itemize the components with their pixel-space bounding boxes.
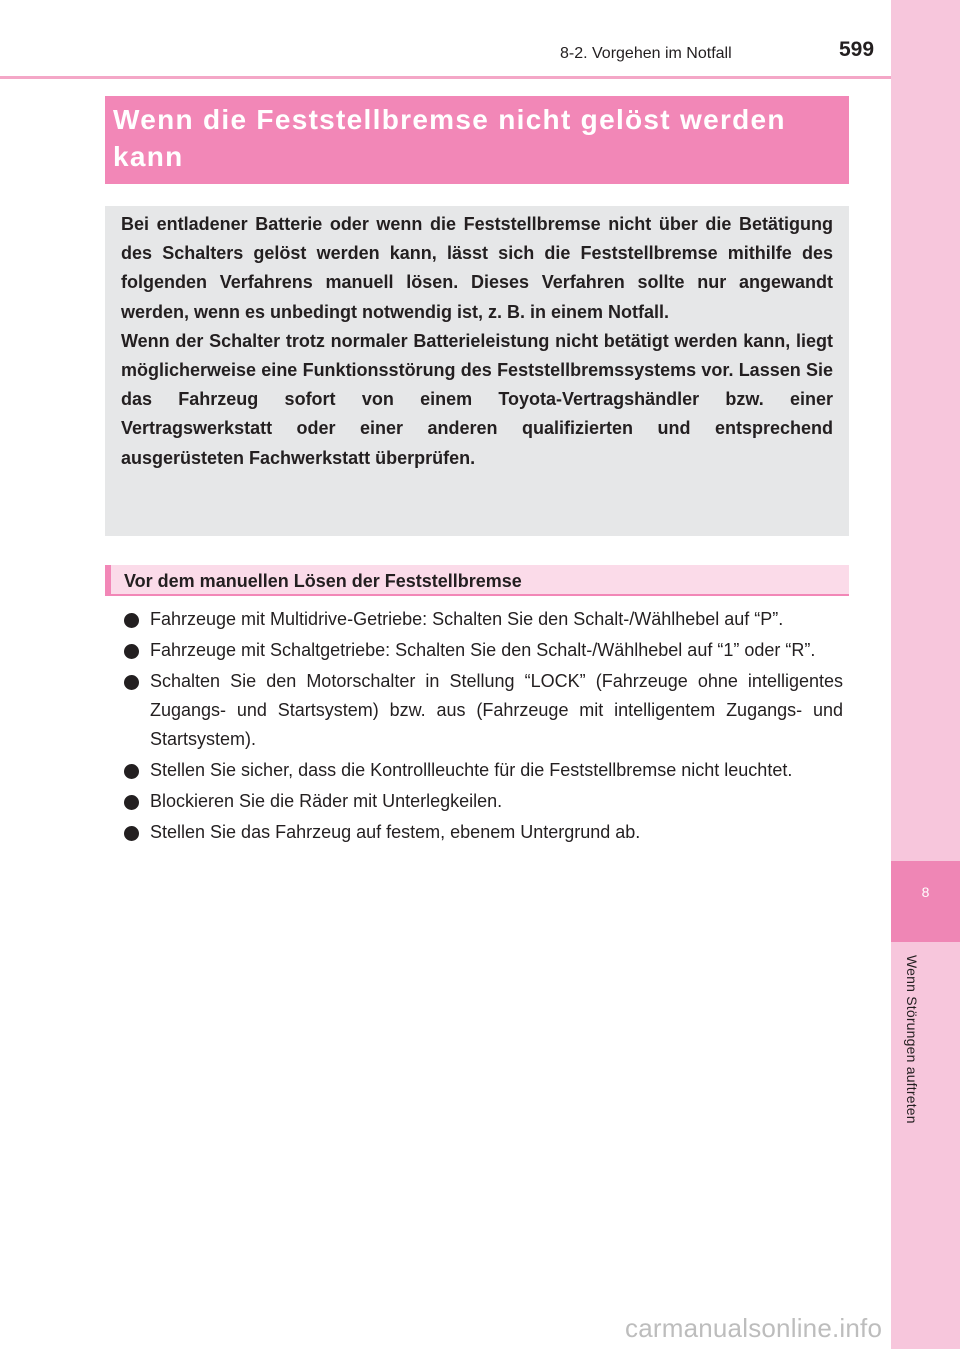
- chapter-tab-active[interactable]: [891, 861, 960, 942]
- list-item: [124, 756, 843, 785]
- section-heading: 8-2. Vorgehen im Notfall: [560, 45, 732, 62]
- chapter-number: 8: [921, 884, 930, 900]
- intro-paragraph: Bei entladener Batterie oder wenn die Feststellbremse nicht über die Betätigung des Schalters gelöst werden kann, lässt sich die Feststellbremse mithilfe des folgenden Verfahrens manuell lösen. Dieses Verfahren sollte nur angewandt werden, wenn es unbedingt notwendig ist, z. B. in einem Notfall.: [121, 214, 833, 322]
- chapter-title: Wenn Störungen auftreten: [904, 955, 920, 1124]
- list-item: [124, 605, 843, 634]
- intro-paragraph: Wenn der Schalter trotz normaler Batterieleistung nicht betätigt werden kann, liegt möglicherweise eine Funktionsstörung des Feststellbremssystems vor. Lassen Sie das Fahrzeug sofort von einem Toyota-Vertragshändler bzw. einer Vertragswerkstatt oder einer anderen qualifizierten und entsprechend ausgerüsteten Fachwerkstatt überprüfen.: [121, 330, 833, 468]
- list-item: [124, 787, 843, 816]
- list-item-text: Blockieren Sie die Räder mit Unterlegkeilen.: [150, 790, 503, 811]
- bullet-icon: [124, 613, 139, 628]
- header-divider: [0, 76, 891, 79]
- bullet-icon: [124, 675, 139, 690]
- list-item: [124, 667, 843, 755]
- subheading-accent: [105, 565, 111, 596]
- page-title: Wenn die Feststellbremse nicht gelöst werden kann: [113, 104, 786, 172]
- subheading: Vor dem manuellen Lösen der Feststellbremse: [124, 571, 522, 591]
- watermark: carmanualsonline.info: [625, 1313, 883, 1343]
- list-item: [124, 818, 843, 847]
- bullet-icon: [124, 795, 139, 810]
- bullet-icon: [124, 826, 139, 841]
- list-item-text: Fahrzeuge mit Multidrive-Getriebe: Schalten Sie den Schalt-/Wählhebel auf “P”.: [150, 609, 784, 629]
- list-item-text: Stellen Sie sicher, dass die Kontrollleuchte für die Feststellbremse nicht leuchtet.: [150, 759, 793, 780]
- chapter-side-strip: [891, 0, 960, 1349]
- list-item-text: Schalten Sie den Motorschalter in Stellung “LOCK” (Fahrzeuge ohne intelligentes Zugangs- und Startsystem) bzw. aus (Fahrzeuge mit intelligentem Zugangs- und Startsystem).: [150, 670, 843, 750]
- list-item: [124, 636, 843, 665]
- list-item-text: Fahrzeuge mit Schaltgetriebe: Schalten Sie den Schalt-/Wählhebel auf “1” oder “R”.: [150, 639, 816, 660]
- list-item-text: Stellen Sie das Fahrzeug auf festem, ebenem Untergrund ab.: [150, 821, 641, 842]
- bullet-list: [124, 605, 843, 848]
- intro-text: [121, 210, 833, 473]
- bullet-icon: [124, 644, 139, 659]
- page-number: 599: [839, 38, 875, 61]
- bullet-icon: [124, 764, 139, 779]
